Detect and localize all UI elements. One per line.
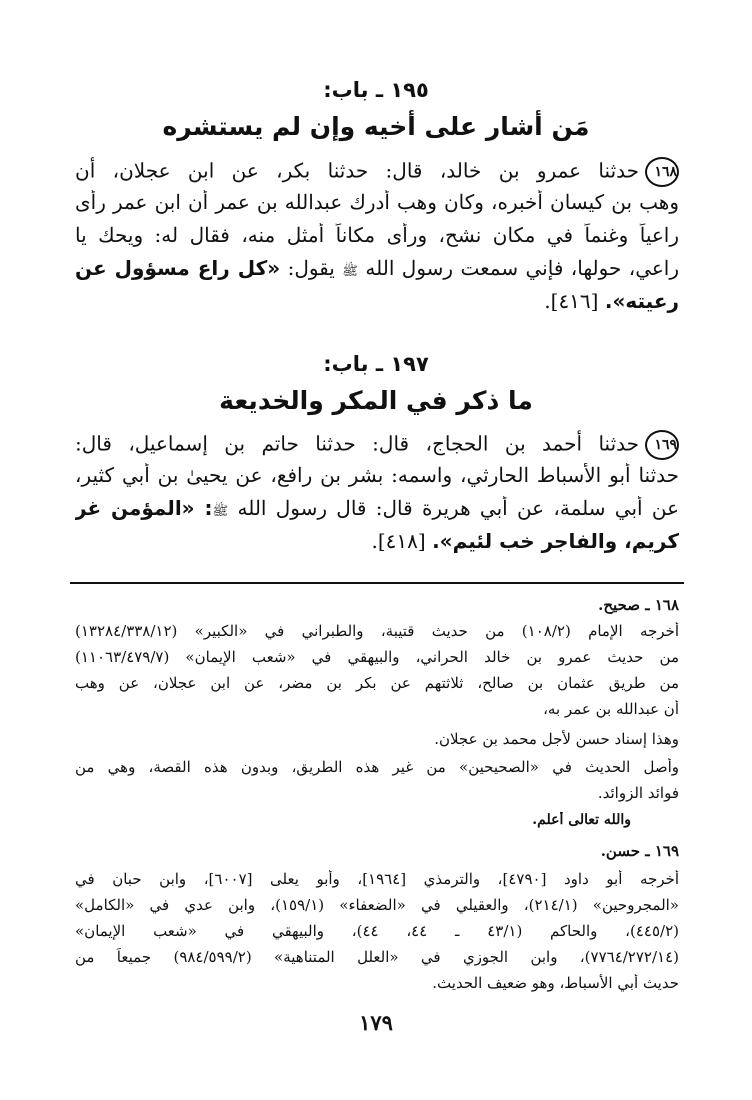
hadith-169-reference: [٤١٨]. xyxy=(371,529,426,553)
hadith-168-line-1: ١٦٨حدثنا عمرو بن خالد، قال: حدثنا بكر، عن ابن عجلان، أن xyxy=(75,157,679,187)
footnote-169-line: حديث أبي الأسباط، وهو ضعيف الحديث. xyxy=(432,974,679,992)
footnote-168-line: وهذا إسناد حسن لأجل محمد بن عجلان. xyxy=(434,730,679,748)
section-197-title: ما ذكر في المكر والخديعة xyxy=(219,386,533,415)
section-195-heading: ١٩٥ ـ باب: xyxy=(323,78,429,102)
hadith-168-line-2: وهب بن كيسان أخبره، وكان وهب أدرك عبدالله بن عمر أن ابن عمر رأى xyxy=(75,190,679,214)
footnote-168-line: من طريق عثمان بن صالح، ثلاثتهم عن بكر بن مضر، عن ابن عجلان، عن وهب xyxy=(75,674,679,692)
hadith-168-line-5: رعيته». [٤١٦]. xyxy=(544,289,679,313)
hadith-169-line-4: كريم، والفاجر خب لئيم». [٤١٨]. xyxy=(371,529,679,553)
hadith-169-line-2: حدثنا أبو الأسباط الحارثي، واسمه: بشر بن رافع، عن يحيىٰ بن أبي كثير، xyxy=(75,463,679,487)
footnote-168-line: من حديث عمرو بن خالد الحراني، والبيهقي في «شعب الإيمان» (١١٠٦٣/٤٧٩/٧) xyxy=(75,648,679,666)
footnote-closing: والله تعالى أعلم. xyxy=(532,812,631,828)
footnote-168-line: وأصل الحديث في «الصحيحين» من غير هذه الطريق، وبدون هذه القصة، وهي من xyxy=(75,758,679,776)
footnote-169-heading: ١٦٩ ـ حسن. xyxy=(600,842,679,860)
footnote-169-line: (٤٤٥/٢)، والحاكم (٤٣/١ ـ ٤٤، ٤٤)، والبيهقي في «شعب الإيمان» xyxy=(75,922,679,940)
footnote-169-line: (٧٧٦٤/٢٧٢/١٤)، وابن الجوزي في «العلل المتناهية» (٩٨٤/٥٩٩/٢) جميعاً من xyxy=(75,948,679,966)
hadith-168-line-4: راعي، حولها، فإني سمعت رسول الله ﷺ يقول: «كل راع مسؤول عن xyxy=(75,256,679,280)
hadith-168-reference: [٤١٦]. xyxy=(544,289,599,313)
section-197-heading: ١٩٧ ـ باب: xyxy=(323,352,429,376)
salawat-symbol: ﷺ xyxy=(342,264,358,279)
footnote-168-line: أن عبدالله بن عمر به، xyxy=(543,700,679,718)
hadith-169-line-3: عن أبي سلمة، عن أبي هريرة قال: قال رسول الله ﷺ: «المؤمن غر xyxy=(75,496,679,520)
footnote-169-line: أخرجه أبو داود [٤٧٩٠]، والترمذي [١٩٦٤]، وأبو يعلى [٦٠٠٧]، وابن حبان في xyxy=(75,870,679,888)
footnote-168-heading: ١٦٨ ـ صحيح. xyxy=(598,596,679,614)
footnote-168-line: أخرجه الإمام (١٠٨/٢) من حديث قتيبة، والطبراني في «الكبير» (١٣٢٨٤/٣٣٨/١٢) xyxy=(75,622,679,640)
salawat-symbol: ﷺ xyxy=(212,504,229,519)
footnote-169-line: «المجروحين» (٢١٤/١)، والعقيلي في «الضعفاء» (١٥٩/١)، وابن عدي في «الكامل» xyxy=(75,896,679,914)
footnote-divider xyxy=(70,582,684,584)
hadith-168-matn: «كل راع مسؤول عن xyxy=(75,256,281,280)
hadith-168-number: ١٦٨ xyxy=(645,157,679,187)
page-number: ١٧٩ xyxy=(359,1010,393,1035)
hadith-169-matn: : «المؤمن غر xyxy=(75,496,213,520)
section-195-title: مَن أشار على أخيه وإن لم يستشره xyxy=(162,112,590,141)
hadith-168-line-3: راعياً وغنماً في مكان نشح، ورأى مكاناً أمثل منه، فقال له: ويحك يا xyxy=(75,223,679,247)
hadith-169-line-1: ١٦٩حدثنا أحمد بن الحجاج، قال: حدثنا حاتم بن إسماعيل، قال: xyxy=(75,430,679,460)
footnote-168-line: فوائد الزوائد. xyxy=(597,784,679,802)
hadith-169-number: ١٦٩ xyxy=(645,430,679,460)
